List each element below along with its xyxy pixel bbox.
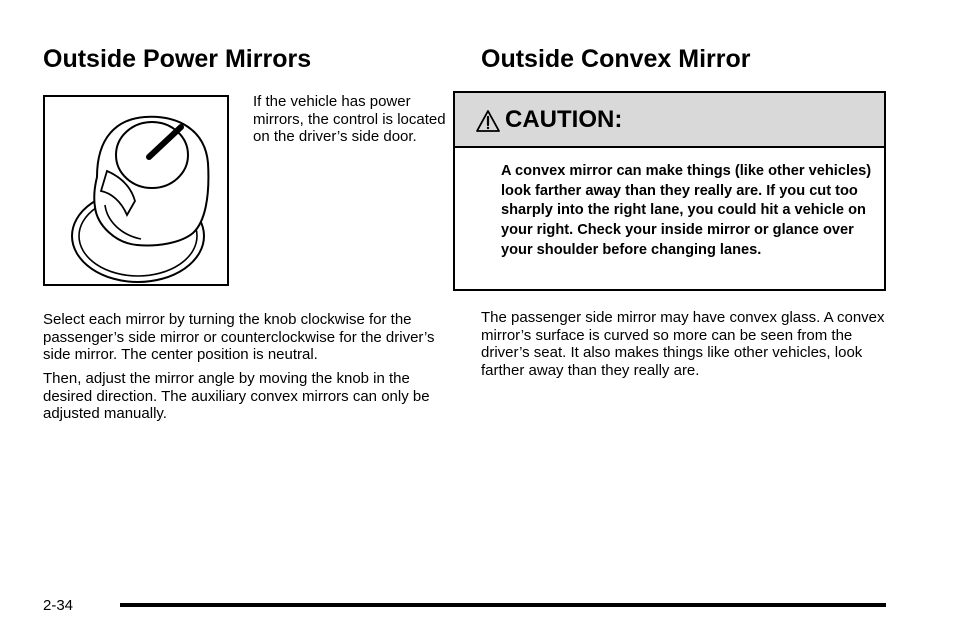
caution-box [453, 91, 886, 291]
mirror-adjust-paragraph: Then, adjust the mirror angle by moving the knob in the desired direction. The auxiliary convex mirrors can only be adjusted manually. [43, 370, 430, 422]
section-heading-outside-convex-mirror: Outside Convex Mirror [481, 45, 751, 73]
caution-title: CAUTION: [505, 106, 623, 133]
section-heading-outside-power-mirrors: Outside Power Mirrors [43, 45, 312, 73]
power-mirror-intro-text: If the vehicle has power mirrors, the control is located on the driver’s side door. [253, 93, 446, 145]
footer-rule [120, 603, 886, 607]
mirror-selection-paragraph: Select each mirror by turning the knob clockwise for the passenger’s side mirror or counterclockwise for the driver’s side mirror. The center position is neutral. [43, 311, 435, 363]
mirror-control-figure [43, 95, 229, 286]
caution-body-text: A convex mirror can make things (like other vehicles) look farther away than they really are. If you cut too sharply into the right lane, you could hit a vehicle on your right. Check your inside mirror or glance over your shoulder before changing lanes. [501, 163, 872, 258]
warning-triangle-icon [476, 109, 500, 133]
mirror-control-knob-icon [45, 97, 227, 284]
convex-mirror-paragraph: The passenger side mirror may have convex glass. A convex mirror’s surface is curved so more can be seen from the driver’s seat. It also makes things like other vehicles, look farther away than they really are. [481, 309, 885, 379]
page-number: 2-34 [43, 597, 74, 614]
caution-header [455, 93, 884, 148]
